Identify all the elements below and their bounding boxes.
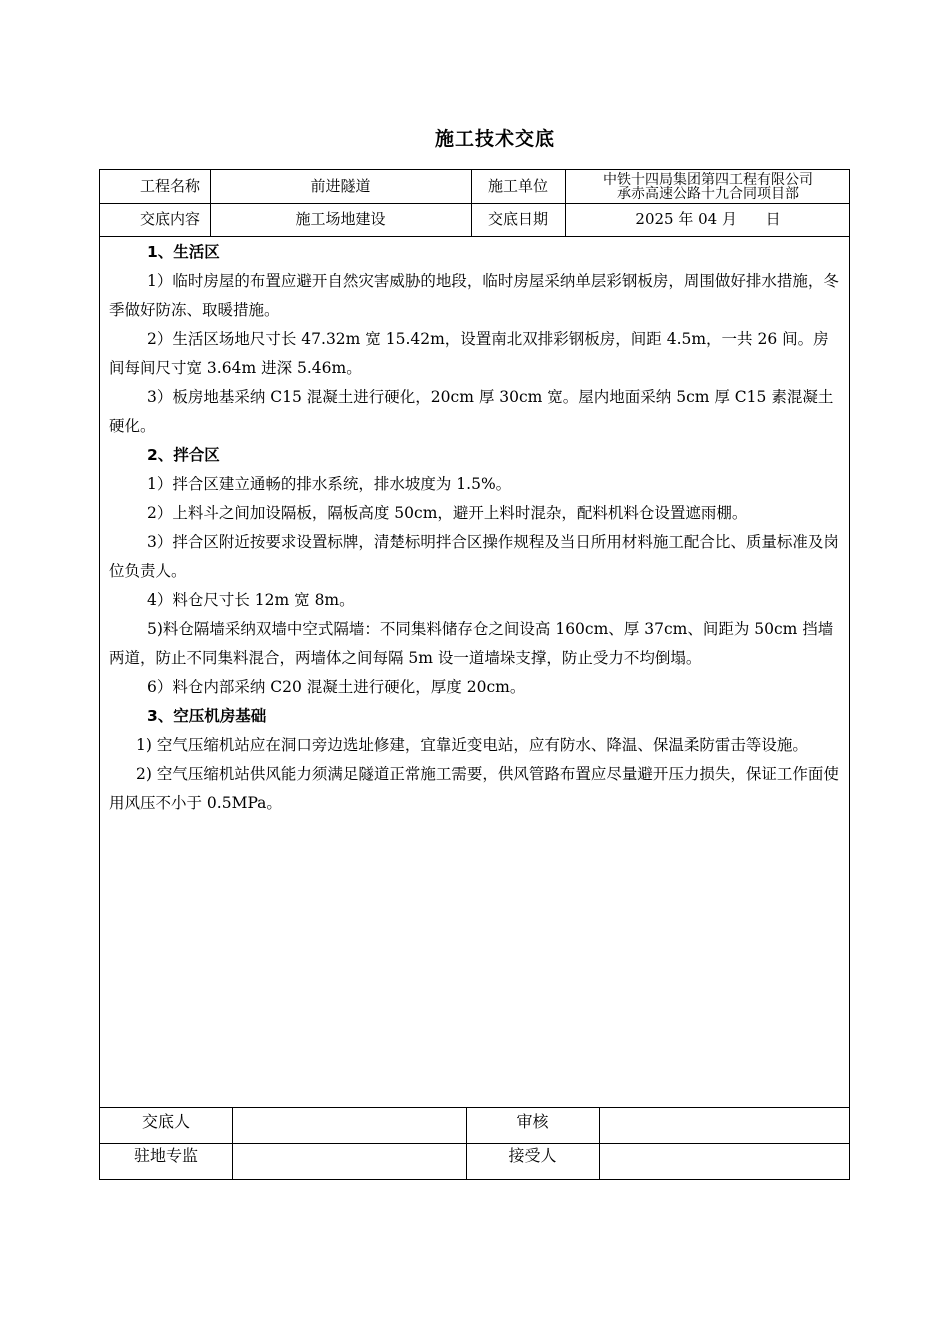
- review-field[interactable]: [599, 1108, 851, 1136]
- receiver-field[interactable]: [599, 1144, 851, 1168]
- presenter-label: 交底人: [141, 1112, 190, 1131]
- supervisor-label: 驻地专监: [133, 1146, 198, 1165]
- date-value: 2025 年 04 月 日: [635, 209, 781, 228]
- unit-line-2: 承赤高速公路十九合同项目部: [617, 185, 799, 202]
- review-label: 审核: [516, 1112, 549, 1131]
- paragraph: 3）板房地基采纳 C15 混凝土进行硬化，20cm 厚 30cm 宽。屋内地面采纳 5cm 厚 C15 素混凝土硬化。: [109, 388, 834, 435]
- presenter-field[interactable]: [232, 1108, 466, 1136]
- section-heading: 1、生活区: [147, 243, 220, 261]
- paragraph: 1）拌合区建立通畅的排水系统，排水坡度为 1.5%。: [147, 475, 512, 493]
- paragraph: 4）料仓尺寸长 12m 宽 8m。: [147, 591, 355, 609]
- content-label: 交底内容: [139, 209, 200, 228]
- paragraph: 1) 空气压缩机站应在洞口旁边选址修建，宜靠近变电站，应有防水、降温、保温柔防雷击等设施。: [136, 736, 808, 754]
- paragraph: 5)料仓隔墙采纳双墙中空式隔墙：不同集料储存仓之间设高 160cm、厚 37cm、间距为 50cm 挡墙两道，防止不同集料混合，两墙体之间每隔 5m 设一道墙垛支撑，防止受力不均倒塌。: [109, 620, 834, 667]
- paragraph: 6）料仓内部采纳 C20 混凝土进行硬化，厚度 20cm。: [147, 678, 526, 696]
- project-name-value: 前进隧道: [310, 176, 371, 195]
- unit-line-1: 中铁十四局集团第四工程有限公司: [603, 171, 813, 188]
- project-name-label: 工程名称: [139, 176, 200, 195]
- receiver-label: 接受人: [508, 1146, 557, 1165]
- unit-value: [565, 170, 851, 203]
- paragraph: 1）临时房屋的布置应避开自然灾害威胁的地段，临时房屋采纳单层彩钢板房，周围做好排水措施，冬季做好防冻、取暖措施。: [109, 272, 839, 319]
- content-value: 施工场地建设: [295, 209, 386, 228]
- section-heading: 3、空压机房基础: [147, 707, 267, 725]
- paragraph: 3）拌合区附近按要求设置标牌，清楚标明拌合区操作规程及当日所用材料施工配合比、质量标准及岗位负责人。: [109, 533, 839, 580]
- document-title: 施工技术交底: [434, 128, 555, 150]
- unit-label: 施工单位: [487, 176, 548, 195]
- section-heading: 2、拌合区: [147, 446, 220, 464]
- disclosure-table: [99, 169, 850, 1180]
- row-divider: [100, 236, 849, 237]
- supervisor-field[interactable]: [232, 1144, 466, 1168]
- paragraph: 2）上料斗之间加设隔板，隔板高度 50cm，避开上料时混杂，配料机料仓设置遮雨棚。: [147, 504, 748, 522]
- disclosure-content: [100, 238, 851, 818]
- paragraph: 2) 空气压缩机站供风能力须满足隧道正常施工需要，供风管路布置应尽量避开压力损失，保证工作面使用风压不小于 0.5MPa。: [109, 765, 839, 812]
- date-label: 交底日期: [487, 209, 548, 228]
- paragraph: 2）生活区场地尺寸长 47.32m 宽 15.42m，设置南北双排彩钢板房，间距 4.5m，一共 26 间。房间每间尺寸宽 3.64m 进深 5.46m。: [109, 330, 829, 377]
